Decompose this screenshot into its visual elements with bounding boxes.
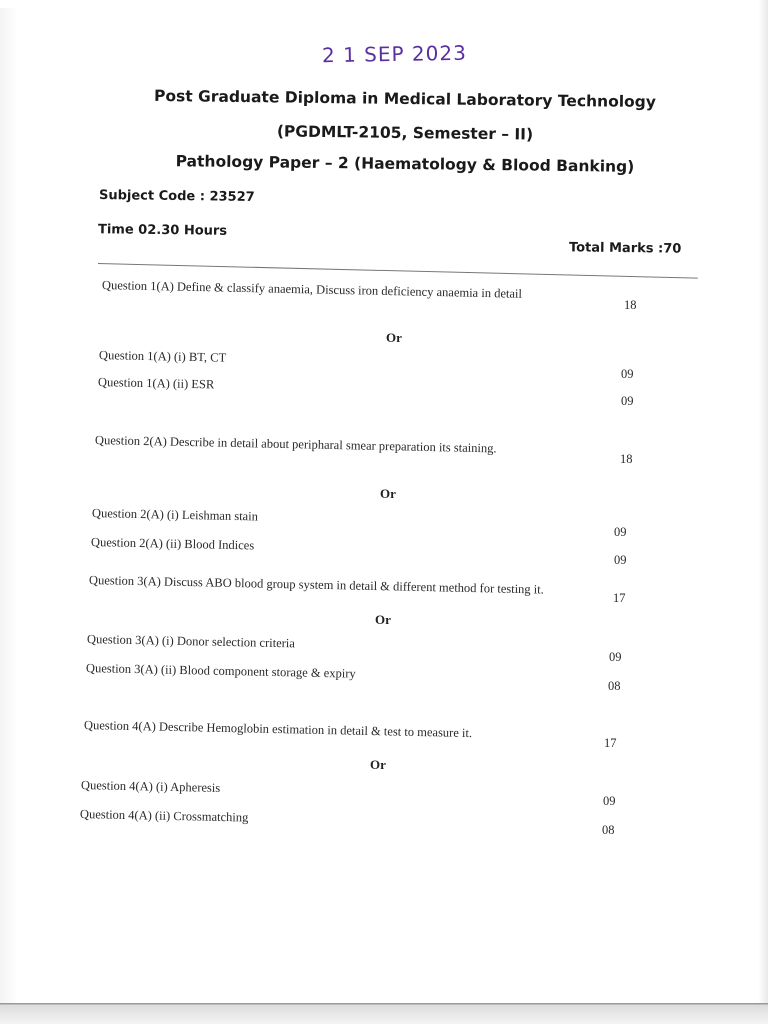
paper-title: Pathology Paper – 2 (Haematology & Blood Banking) (175, 152, 635, 176)
marks-4a: 17 (604, 736, 617, 750)
marks-3a-i: 09 (609, 650, 622, 664)
scan-bottom-edge (0, 1003, 768, 1024)
question-2a-i: Question 2(A) (i) Leishman stain (91, 506, 259, 524)
marks-1a-ii: 09 (621, 394, 634, 408)
scan-right-edge (758, 0, 768, 1024)
question-2a: Question 2(A) Describe in detail about peripharal smear preparation its staining. (94, 433, 497, 456)
question-4a-ii: Question 4(A) (ii) Crossmatching (79, 807, 249, 825)
marks-2a-i: 09 (614, 525, 627, 539)
marks-3a: 17 (613, 591, 626, 605)
question-1a: Question 1(A) Define & classify anaemia, Discuss iron deficiency anaemia in detail (101, 278, 523, 301)
or-separator-2: Or (380, 486, 396, 501)
marks-2a-ii: 09 (614, 553, 627, 567)
question-3a-i: Question 3(A) (i) Donor selection criteria (86, 632, 296, 651)
marks-4a-ii: 08 (602, 823, 615, 837)
course-code: (PGDMLT-2105, Semester – II) (276, 122, 534, 144)
marks-3a-ii: 08 (608, 679, 621, 693)
marks-2a: 18 (620, 452, 633, 466)
marks-1a: 18 (624, 298, 637, 312)
scan-top-edge (0, 0, 768, 8)
date-stamp: 2 1 SEP 2023 (321, 40, 468, 68)
marks-1a-i: 09 (621, 367, 634, 381)
question-1a-ii: Question 1(A) (ii) ESR (97, 375, 215, 392)
question-2a-ii: Question 2(A) (ii) Blood Indices (90, 535, 255, 553)
or-separator-1: Or (386, 330, 402, 345)
question-4a: Question 4(A) Describe Hemoglobin estimation in detail & test to measure it. (83, 718, 473, 741)
marks-4a-i: 09 (603, 794, 616, 808)
exam-time: Time 02.30 Hours (97, 222, 228, 239)
program-title: Post Graduate Diploma in Medical Laboratory Technology (153, 86, 657, 112)
subject-code: Subject Code : 23527 (98, 188, 255, 205)
question-3a-ii: Question 3(A) (ii) Blood component storage & expiry (85, 661, 356, 681)
total-marks: Total Marks :70 (568, 240, 682, 257)
header-divider (98, 263, 698, 279)
or-separator-3: Or (375, 612, 391, 627)
question-4a-i: Question 4(A) (i) Apheresis (80, 778, 221, 795)
question-1a-i: Question 1(A) (i) BT, CT (98, 348, 227, 365)
question-3a: Question 3(A) Discuss ABO blood group system in detail & different method for testing it. (88, 573, 544, 597)
or-separator-4: Or (370, 757, 386, 772)
